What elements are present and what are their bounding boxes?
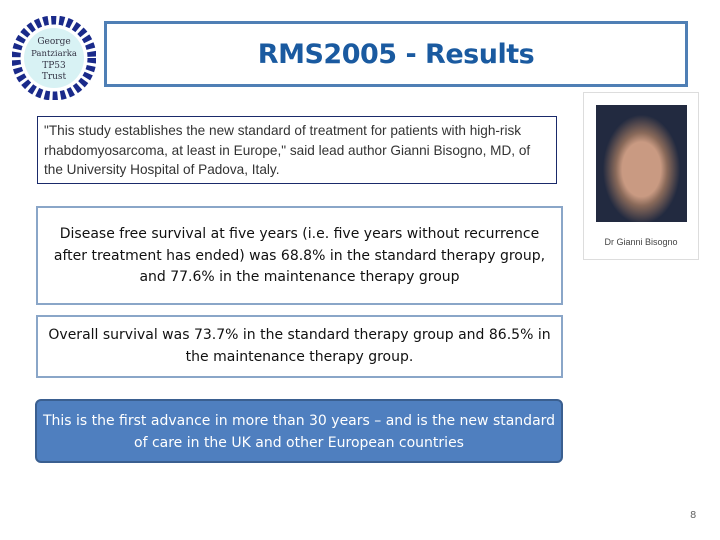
conclusion-box: This is the first advance in more than 30 years – and is the new standard of care in the UK and other European countries	[35, 399, 563, 463]
overall-survival-box: Overall survival was 73.7% in the standard therapy group and 86.5% in the maintenance therapy group.	[36, 315, 563, 378]
slide-title: RMS2005 - Results	[257, 38, 535, 70]
quote-box: "This study establishes the new standard of treatment for patients with high-risk rhabdomyosarcoma, at least in Europe," said lead author Gianni Bisogno, MD, of the University Hospital of Padova, Italy.	[37, 116, 557, 184]
trust-logo	[12, 16, 96, 100]
logo-line4: Trust	[41, 72, 67, 82]
title-box	[104, 21, 688, 87]
photo-caption: Dr Gianni Bisogno	[604, 237, 678, 247]
logo-line3: TP53	[42, 61, 66, 71]
portrait-photo	[596, 105, 687, 222]
logo-line1: George	[37, 37, 71, 47]
disease-free-survival-box: Disease free survival at five years (i.e. five years without recurrence after treatment has ended) was 68.8% in the standard therapy group, and 77.6% in the maintenance therapy group	[36, 206, 563, 305]
logo-line2: Pantziarka	[31, 49, 77, 59]
page-number: 8	[690, 510, 697, 521]
